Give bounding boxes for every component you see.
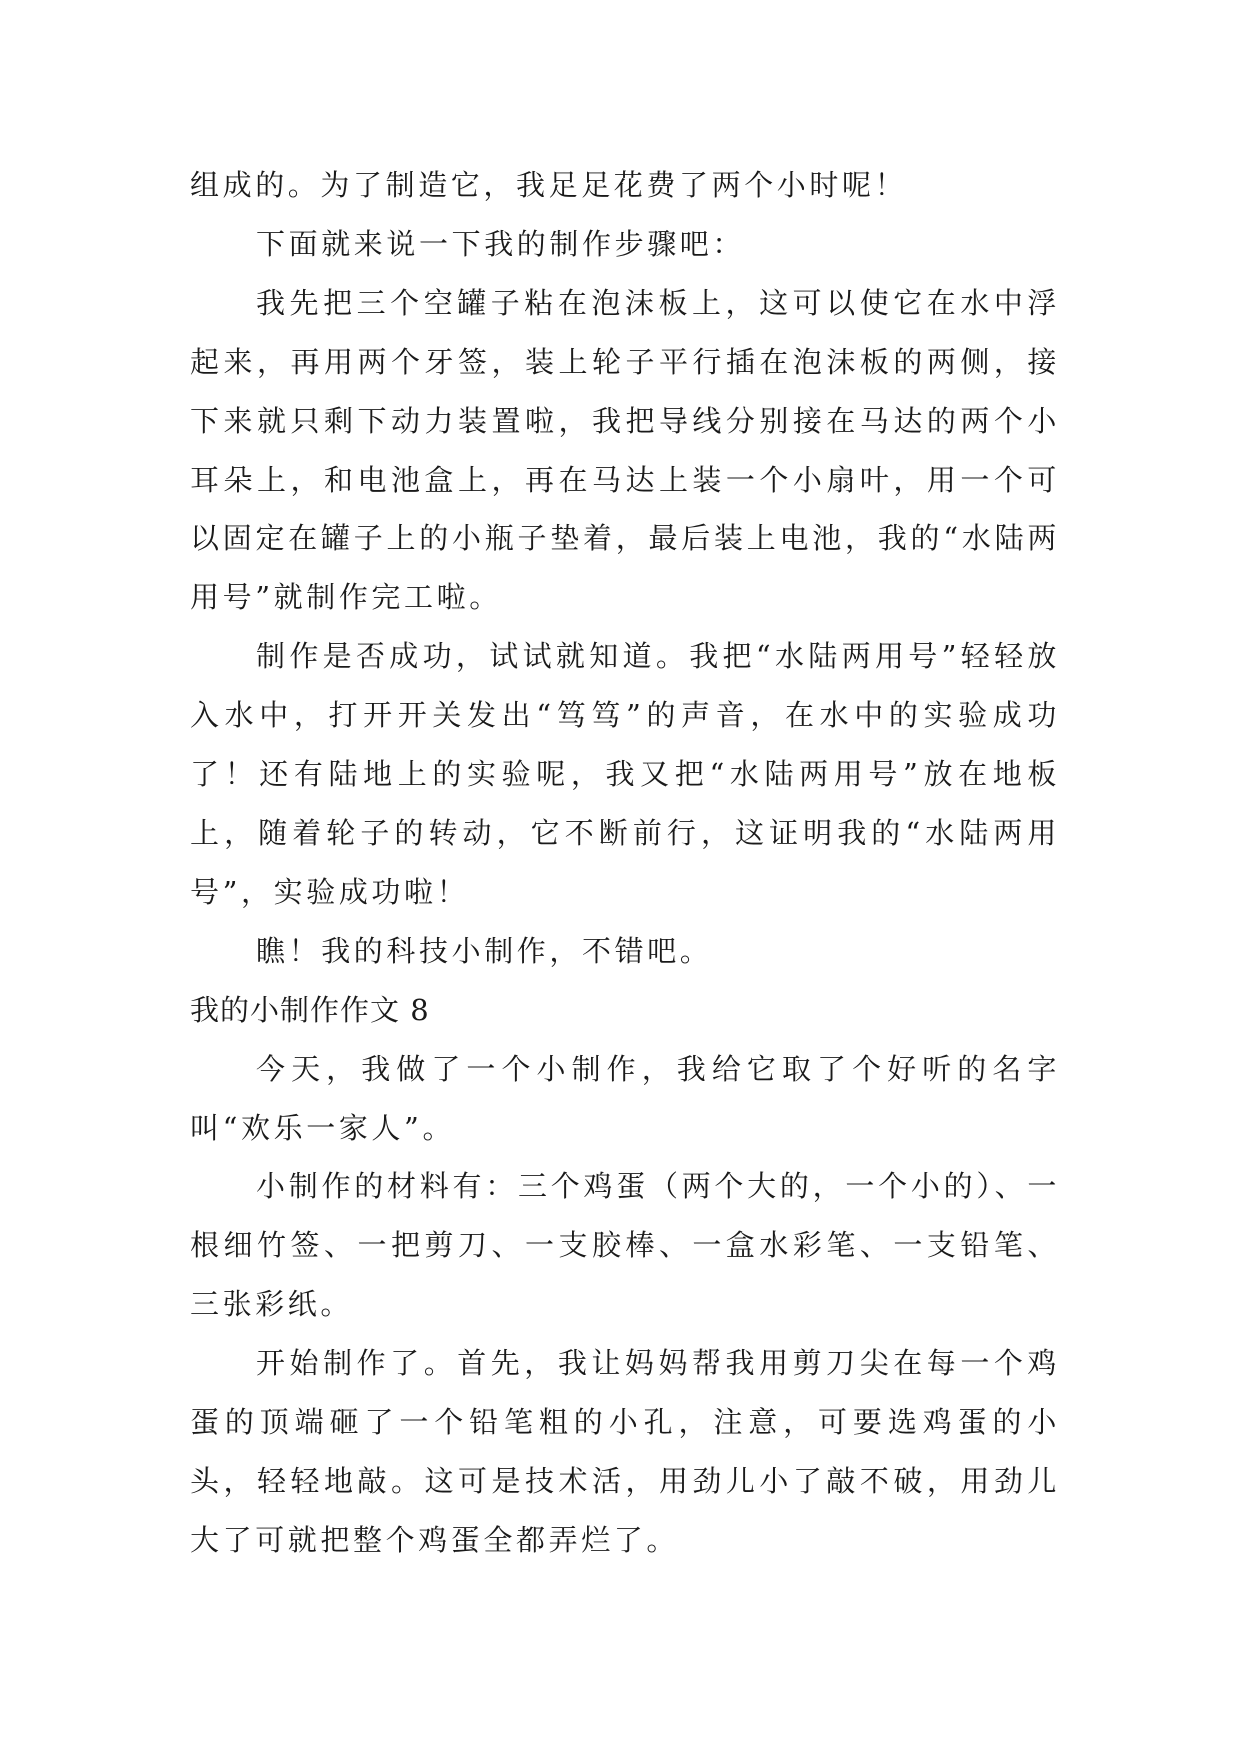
paragraph-conclusion: 瞧！我的科技小制作，不错吧。 [256, 933, 713, 968]
paragraph-steps: 我先把三个空罐子粘在泡沫板上，这可以使它在水中浮起来，再用两个牙签，装上轮子平行插在泡沫板的两侧，接下来就只剩下动力装置啦，我把导线分别接在马达的两个小耳朵上，和电池盒上，再在马达上装一个小扇叶，用一个可以固定在罐子上的小瓶子垫着，最后装上电池，我的“水陆两用号”就制作完工啦。 [190, 285, 1060, 615]
paragraph-intro: 今天，我做了一个小制作，我给它取了个好听的名字叫“欢乐一家人”。 [190, 1051, 1060, 1145]
document-page [190, 156, 1060, 1570]
essay-heading: 我的小制作作文 8 [190, 992, 430, 1027]
paragraph-steps-intro: 下面就来说一下我的制作步骤吧： [256, 226, 746, 261]
paragraph-materials: 小制作的材料有：三个鸡蛋（两个大的，一个小的）、一根细竹签、一把剪刀、一支胶棒、一盒水彩笔、一支铅笔、三张彩纸。 [190, 1169, 1060, 1322]
paragraph-start: 开始制作了。首先，我让妈妈帮我用剪刀尖在每一个鸡蛋的顶端砸了一个铅笔粗的小孔，注意，可要选鸡蛋的小头，轻轻地敲。这可是技术活，用劲儿小了敲不破，用劲儿大了可就把整个鸡蛋全都弄烂了。 [190, 1346, 1060, 1557]
paragraph-continuation: 组成的。为了制造它，我足足花费了两个小时呢！ [190, 168, 908, 202]
paragraph-test: 制作是否成功，试试就知道。我把“水陆两用号”轻轻放入水中，打开开关发出“笃笃”的声音，在水中的实验成功了！还有陆地上的实验呢，我又把“水陆两用号”放在地板上，随着轮子的转动，它不断前行，这证明我的“水陆两用号”，实验成功啦！ [190, 639, 1060, 909]
